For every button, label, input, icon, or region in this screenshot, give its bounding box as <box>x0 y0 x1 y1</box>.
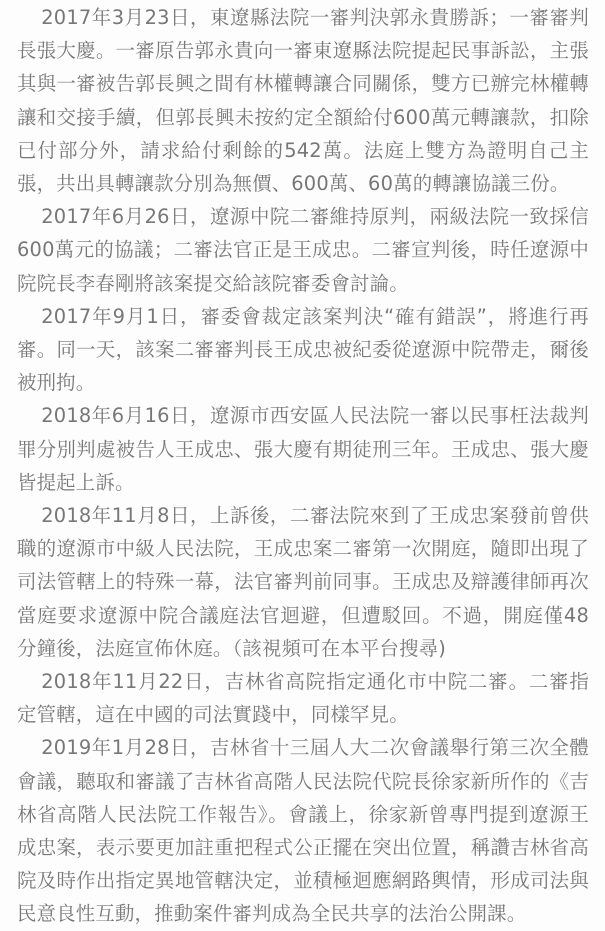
paragraph-2018-11-22: 2018年11月22日，吉林省高院指定通化市中院二審。二審指定管轄，這在中國的司法實踐中，同樣罕見。 <box>17 670 589 727</box>
paragraph-2017-06-26: 2017年6月26日，遼源中院二審維持原判，兩級法院一致採信600萬元的協議；二審法官正是王成忠。二審宣判後，時任遼源中院院長李春剛將該案提交給該院審委會討論。 <box>17 205 589 295</box>
paragraph-2018-06-16: 2018年6月16日，遼源市西安區人民法院一審以民事枉法裁判罪分別判處被告人王成忠、張大慶有期徒刑三年。王成忠、張大慶皆提起上訴。 <box>17 404 589 494</box>
paragraph-2017-03-23: 2017年3月23日，東遼縣法院一審判決郭永貴勝訴；一審審判長張大慶。一審原告郭永貴向一審東遼縣法院提起民事訴訟，主張其與一審被告郭長興之間有林權轉讓合同關係，雙方已辦完林權轉讓和交接手續，但郭長興未按約定全額給付600萬元轉讓款，扣除已付部分外，請求給付剩餘的542萬。法庭上雙方為證明自己主張，共出具轉讓款分別為無價、600萬、60萬的轉讓協議三份。 <box>17 6 589 196</box>
paragraph-2018-11-08: 2018年11月8日，上訴後，二審法院來到了王成忠案發前曾供職的遼源市中級人民法院，王成忠案二審第一次開庭，隨即出現了司法管轄上的特殊一幕，法官審判前同事。王成忠及辯護律師再次當庭要求遼源中院合議庭法官迴避，但遭駁回。不過，開庭僅48分鐘後，法庭宣佈休庭。（該視頻可在本平台搜尋) <box>17 504 589 660</box>
paragraph-2019-01-28: 2019年1月28日，吉林省十三屆人大二次會議舉行第三次全體會議，聽取和審議了吉林省高階人民法院代院長徐家新所作的《吉林省高階人民法院工作報告》。會議上，徐家新曾專門提到遼源王成忠案，表示要更加註重把程式公正擺在突出位置，稱讚吉林省高院及時作出指定異地管轄決定，並積極迴應網路輿情，形成司法與民意良性互動，推動案件審判成為全民共享的法治公開課。 <box>17 736 589 926</box>
paragraph-2017-09-01: 2017年9月1日，審委會裁定該案判決“確有錯誤”，將進行再審。同一天，該案二審審判長王成忠被紀委從遼源中院帶走，爾後被刑拘。 <box>17 304 589 395</box>
article-body <box>17 1 589 931</box>
